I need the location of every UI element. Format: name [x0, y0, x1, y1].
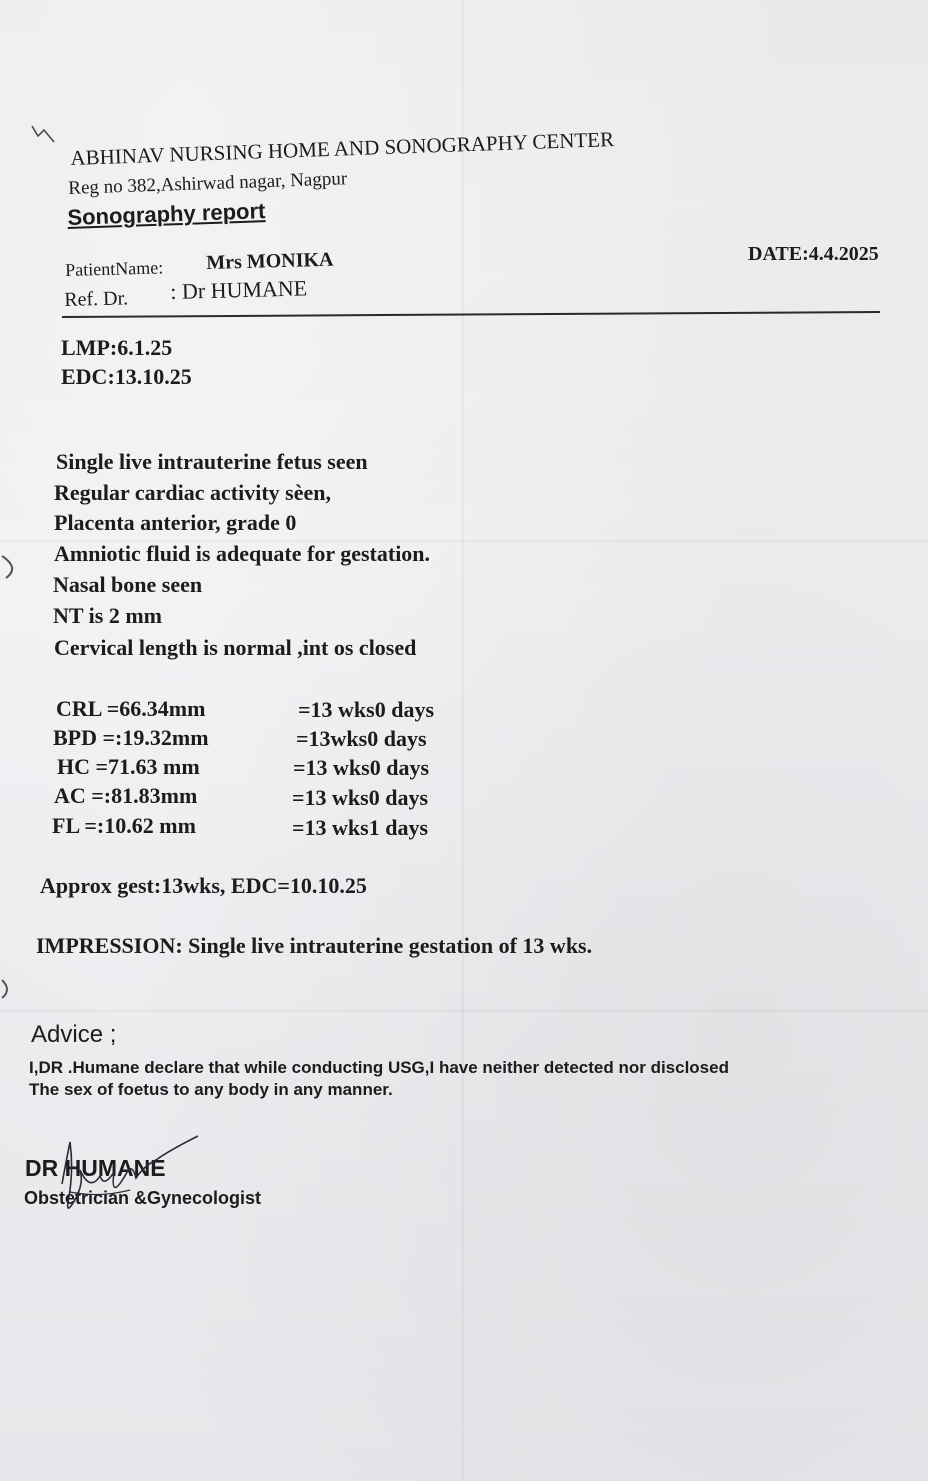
biometry-param: CRL =66.34mm: [56, 696, 206, 721]
approx-gestation: Approx gest:13wks, EDC=10.10.25: [40, 873, 367, 898]
ref-doctor-label: Ref. Dr.: [64, 287, 129, 311]
header-divider: [62, 311, 880, 318]
edc-value: EDC:13.10.25: [61, 364, 192, 389]
finding-line: Amniotic fluid is adequate for gestation.: [54, 541, 431, 566]
report-date: DATE:4.4.2025: [748, 243, 879, 265]
doctor-title: Obstetrician &Gynecologist: [24, 1188, 262, 1208]
biometry-param: FL =:10.62 mm: [52, 813, 196, 838]
biometry-result: =13 wks1 days: [292, 815, 429, 840]
declaration-line: The sex of foetus to any body in any manner.: [29, 1080, 393, 1099]
finding-line: Cervical length is normal ,int os closed: [54, 635, 417, 660]
hole-punch-mark: [0, 976, 14, 1002]
advice-label: Advice ;: [31, 1021, 117, 1048]
doctor-name: DR HUMANE: [25, 1155, 166, 1181]
biometry-result: =13 wks0 days: [292, 785, 429, 810]
hole-punch-mark: [0, 552, 26, 582]
finding-line: Single live intrauterine fetus seen: [56, 449, 368, 474]
center-name: ABHINAV NURSING HOME AND SONOGRAPHY CENTER: [70, 127, 615, 170]
declaration-line: I,DR .Humane declare that while conducting USG,I have neither detected nor disclosed: [29, 1058, 729, 1077]
biometry-result: =13 wks0 days: [298, 697, 435, 722]
ref-doctor-value: : Dr HUMANE: [170, 275, 308, 304]
biometry-result: =13wks0 days: [296, 726, 427, 751]
finding-line: Regular cardiac activity sèen,: [54, 480, 331, 505]
fold-line: [462, 0, 464, 1481]
impression: IMPRESSION: Single live intrauterine gestation of 13 wks.: [36, 933, 593, 958]
lmp-value: LMP:6.1.25: [61, 335, 173, 360]
pen-mark: [28, 122, 58, 146]
report-title: Sonography report: [67, 198, 266, 230]
patient-name-label: PatientName:: [65, 257, 164, 280]
fold-line: [0, 1010, 928, 1012]
finding-line: Nasal bone seen: [53, 572, 203, 597]
finding-line: NT is 2 mm: [53, 603, 162, 628]
biometry-param: AC =:81.83mm: [54, 783, 198, 808]
biometry-result: =13 wks0 days: [293, 755, 430, 780]
biometry-param: HC =71.63 mm: [57, 754, 200, 779]
biometry-param: BPD =:19.32mm: [53, 725, 209, 750]
handwritten-signature: [40, 1132, 210, 1232]
center-address: Reg no 382,Ashirwad nagar, Nagpur: [68, 168, 348, 199]
finding-line: Placenta anterior, grade 0: [54, 510, 297, 535]
patient-name-value: Mrs MONIKA: [206, 248, 334, 274]
